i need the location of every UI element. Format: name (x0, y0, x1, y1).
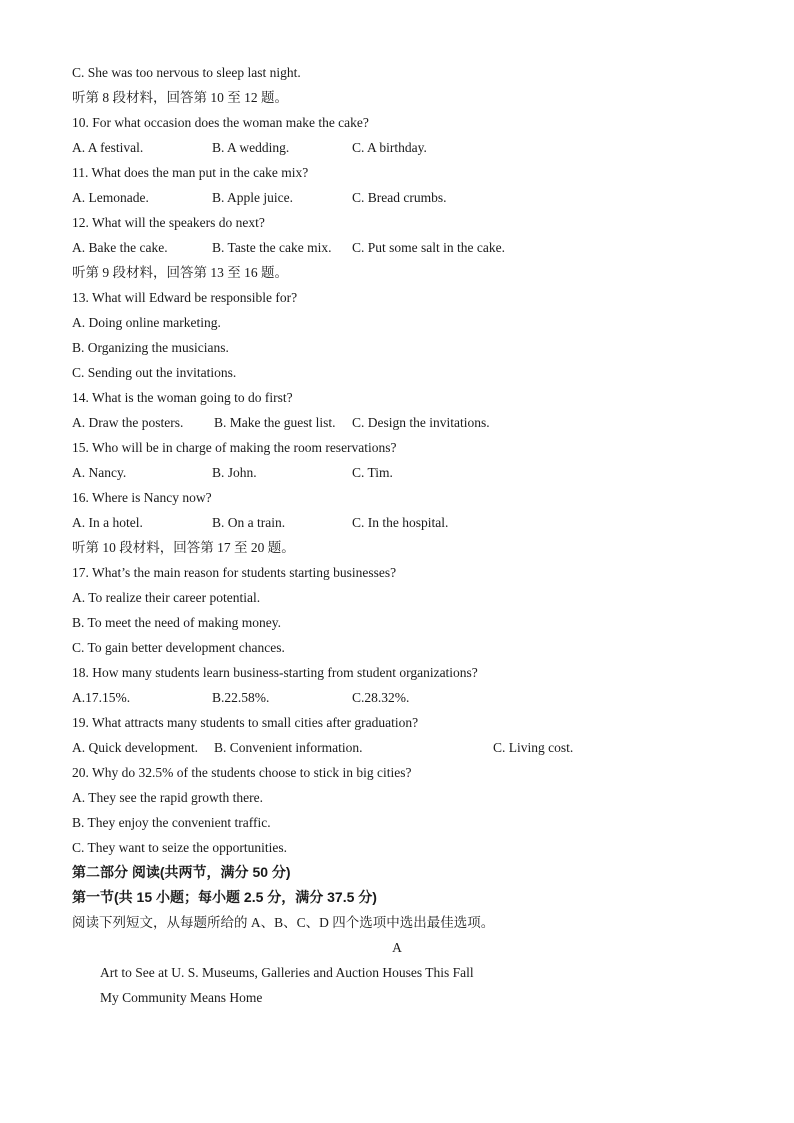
section-instruction: 听第 10 段材料，回答第 17 至 20 题。 (72, 540, 295, 555)
question-20: 20. Why do 32.5% of the students choose to stick in big cities? (72, 765, 412, 780)
q19-option-b: B. Convenient information. (214, 740, 363, 755)
q14-option-c: C. Design the invitations. (352, 415, 490, 430)
q12-option-c: C. Put some salt in the cake. (352, 240, 505, 255)
q13-option-b: B. Organizing the musicians. (72, 340, 229, 355)
q15-option-b: B. John. (212, 465, 257, 480)
q20-option-c: C. They want to seize the opportunities. (72, 840, 287, 855)
question-11: 11. What does the man put in the cake mix? (72, 165, 309, 180)
q13-option-c: C. Sending out the invitations. (72, 365, 237, 380)
q15-option-c: C. Tim. (352, 465, 393, 480)
q14-option-b: B. Make the guest list. (214, 415, 336, 430)
passage-title-line: My Community Means Home (100, 990, 263, 1005)
q16-option-c: C. In the hospital. (352, 515, 449, 530)
question-19: 19. What attracts many students to small cities after graduation? (72, 715, 419, 730)
q12-option-a: A. Bake the cake. (72, 240, 168, 255)
question-14: 14. What is the woman going to do first? (72, 390, 293, 405)
q17-option-c: C. To gain better development chances. (72, 640, 285, 655)
question-18: 18. How many students learn business-starting from student organizations? (72, 665, 478, 680)
q18-option-c: C.28.32%. (352, 690, 410, 705)
section-heading: 第一节(共 15 小题；每小题 2.5 分，满分 37.5 分) (72, 889, 377, 905)
q16-option-a: A. In a hotel. (72, 515, 143, 530)
q17-option-b: B. To meet the need of making money. (72, 615, 282, 630)
section-instruction: 听第 8 段材料，回答第 10 至 12 题。 (72, 90, 288, 105)
question-15: 15. Who will be in charge of making the room reservations? (72, 440, 397, 455)
question-13: 13. What will Edward be responsible for? (72, 290, 298, 305)
question-12: 12. What will the speakers do next? (72, 215, 265, 230)
q10-option-c: C. A birthday. (352, 140, 427, 155)
q19-option-a: A. Quick development. (72, 740, 198, 755)
question-16: 16. Where is Nancy now? (72, 490, 212, 505)
q16-option-b: B. On a train. (212, 515, 286, 530)
q17-option-a: A. To realize their career potential. (72, 590, 261, 605)
option-line: C. She was too nervous to sleep last night. (72, 65, 301, 80)
q10-option-a: A. A festival. (72, 140, 144, 155)
q19-option-c: C. Living cost. (493, 740, 574, 755)
q12-option-b: B. Taste the cake mix. (212, 240, 332, 255)
section-instruction: 听第 9 段材料，回答第 13 至 16 题。 (72, 265, 288, 280)
question-17: 17. What’s the main reason for students starting businesses? (72, 565, 397, 580)
q10-option-b: B. A wedding. (212, 140, 290, 155)
q20-option-a: A. They see the rapid growth there. (72, 790, 263, 805)
q11-option-c: C. Bread crumbs. (352, 190, 447, 205)
q13-option-a: A. Doing online marketing. (72, 315, 221, 330)
q11-option-a: A. Lemonade. (72, 190, 149, 205)
reading-instruction: 阅读下列短文，从每题所给的 A、B、C、D 四个选项中选出最佳选项。 (72, 915, 495, 930)
q15-option-a: A. Nancy. (72, 465, 127, 480)
passage-title-line: Art to See at U. S. Museums, Galleries and Auction Houses This Fall (100, 965, 474, 980)
question-10: 10. For what occasion does the woman make the cake? (72, 115, 369, 130)
q18-option-a: A.17.15%. (72, 690, 131, 705)
q20-option-b: B. They enjoy the convenient traffic. (72, 815, 271, 830)
part-heading: 第二部分 阅读(共两节，满分 50 分) (72, 864, 291, 880)
q18-option-b: B.22.58%. (212, 690, 270, 705)
passage-label: A (392, 940, 402, 955)
q14-option-a: A. Draw the posters. (72, 415, 184, 430)
q11-option-b: B. Apple juice. (212, 190, 293, 205)
